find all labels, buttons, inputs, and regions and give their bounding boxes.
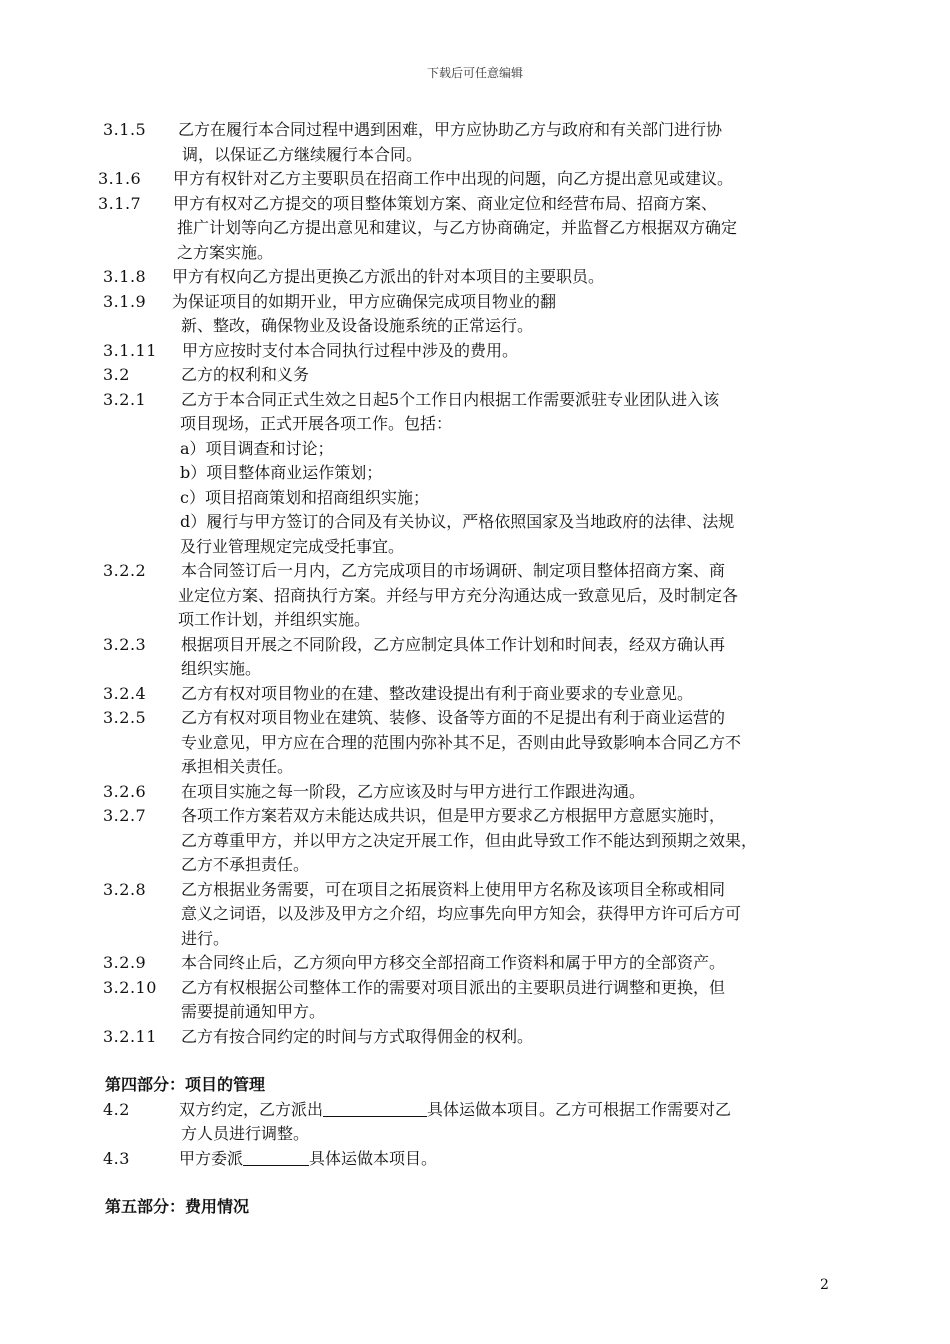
clause-number: 3.2.2 xyxy=(103,561,147,580)
clause-text: 业定位方案、招商执行方案。并经与甲方充分沟通达成一致意见后，及时制定各 xyxy=(178,585,739,605)
clause-text: 乙方在履行本合同过程中遇到困难，甲方应协助乙方与政府和有关部门进行协 xyxy=(178,120,723,139)
clause-text: 甲方有权向乙方提出更换乙方派出的针对本项目的主要职员。 xyxy=(172,267,605,286)
clause-3-2-9 xyxy=(0,951,950,976)
clause-number: 3.1.8 xyxy=(103,267,147,286)
clause-continuation-line xyxy=(0,829,950,854)
clause-continuation-line xyxy=(0,853,950,878)
clause-3-1-5 xyxy=(0,118,950,167)
clause-3-1-6 xyxy=(0,167,950,192)
clause-number: 4.3 xyxy=(103,1148,130,1168)
clause-number: 3.2 xyxy=(103,365,130,384)
clause-3-2-5 xyxy=(0,706,950,780)
clause-first-line xyxy=(0,192,950,217)
clause-continuation-line xyxy=(0,731,950,756)
clause-continuation-line xyxy=(0,1000,950,1025)
clause-text: 乙方不承担责任。 xyxy=(181,855,310,874)
clause-text: 各项工作方案若双方未能达成共识，但是甲方要求乙方根据甲方意愿实施时， xyxy=(181,806,726,825)
contract-body xyxy=(0,118,950,1220)
clause-3-2-4 xyxy=(0,682,950,707)
clause-3-2 xyxy=(0,363,950,388)
clause-first-line xyxy=(0,339,950,364)
clause-text: 新、整改，确保物业及设备设施系统的正常运行。 xyxy=(181,316,534,335)
spacer xyxy=(0,1049,950,1073)
clause-text: 乙方尊重甲方，并以甲方之决定开展工作，但由此导致工作不能达到预期之效果， xyxy=(181,830,758,850)
clause-number: 3.2.4 xyxy=(103,683,147,703)
clause-continuation-line xyxy=(0,314,950,339)
clause-text: 乙方有权对项目物业的在建、整改建设提出有利于商业要求的专业意见。 xyxy=(181,683,694,703)
clause-text: 本合同签订后一月内，乙方完成项目的市场调研、制定项目整体招商方案、商 xyxy=(181,561,726,580)
clause-continuation-line xyxy=(0,241,950,266)
clause-number: 3.2.5 xyxy=(103,708,147,727)
clause-number: 3.1.9 xyxy=(103,291,147,311)
clause-continuation-line xyxy=(0,461,950,486)
clause-continuation-line xyxy=(0,412,950,437)
clause-text: 及行业管理规定完成受托事宜。 xyxy=(180,536,405,556)
clause-number: 3.2.10 xyxy=(103,977,157,997)
clause-text: d）履行与甲方签订的合同及有关协议，严格依照国家及当地政府的法律、法规 xyxy=(180,512,735,531)
clause-continuation-line xyxy=(0,535,950,560)
clause-3-1-9 xyxy=(0,290,950,339)
clause-first-line xyxy=(0,388,950,413)
clause-text: 甲方有权针对乙方主要职员在招商工作中出现的问题，向乙方提出意见或建议。 xyxy=(173,169,734,188)
clause-3-2-1 xyxy=(0,388,950,560)
clause-first-line xyxy=(0,167,950,192)
clause-text: 具体运做本项目。乙方可根据工作需要对乙 xyxy=(427,1099,732,1119)
clause-number: 3.1.5 xyxy=(103,120,147,139)
clause-number: 3.2.6 xyxy=(103,781,147,801)
clause-first-line xyxy=(0,804,950,829)
clause-first-line xyxy=(0,878,950,903)
clause-3-1-8 xyxy=(0,265,950,290)
clause-text: 承担相关责任。 xyxy=(181,757,294,776)
fill-in-blank xyxy=(323,1098,427,1117)
clause-3-2-6 xyxy=(0,780,950,805)
clause-3-2-11 xyxy=(0,1025,950,1050)
page-number: 2 xyxy=(820,1277,829,1293)
clause-3-2-8 xyxy=(0,878,950,952)
clause-text: a）项目调查和讨论； xyxy=(180,438,334,458)
clause-text: 甲方应按时支付本合同执行过程中涉及的费用。 xyxy=(182,340,519,360)
clause-text: 需要提前通知甲方。 xyxy=(181,1002,326,1021)
clause-text: c）项目招商策划和招商组织实施； xyxy=(180,487,429,507)
clause-text: 意义之词语，以及涉及甲方之介绍，均应事先向甲方知会，获得甲方许可后方可 xyxy=(181,904,742,923)
clause-text: 进行。 xyxy=(181,928,230,948)
clause-number: 4.2 xyxy=(103,1099,130,1119)
clause-first-line xyxy=(0,682,950,707)
clause-continuation-line xyxy=(0,437,950,462)
clause-text: 专业意见，甲方应在合理的范围内弥补其不足，否则由此导致影响本合同乙方不 xyxy=(181,732,742,752)
clause-text: 本合同终止后，乙方须向甲方移交全部招商工作资料和属于甲方的全部资产。 xyxy=(181,953,726,972)
fill-in-blank xyxy=(243,1147,309,1166)
clause-text: 具体运做本项目。 xyxy=(309,1148,438,1168)
clause-text: 在项目实施之每一阶段，乙方应该及时与甲方进行工作跟进沟通。 xyxy=(181,781,646,801)
clause-4-2 xyxy=(0,1098,950,1123)
spacer xyxy=(0,1171,950,1195)
clause-first-line xyxy=(0,633,950,658)
clause-number: 3.2.9 xyxy=(103,953,147,972)
clause-continuation-line xyxy=(0,486,950,511)
clause-number: 3.1.11 xyxy=(103,340,157,360)
clause-continuation-line xyxy=(0,584,950,609)
clause-first-line xyxy=(0,706,950,731)
clause-text: 根据项目开展之不同阶段，乙方应制定具体工作计划和时间表，经双方确认再 xyxy=(181,634,726,654)
clause-text: 之方案实施。 xyxy=(177,242,274,262)
clause-first-line xyxy=(0,780,950,805)
clause-text: 项工作计划，并组织实施。 xyxy=(178,610,371,629)
clause-continuation-line xyxy=(0,1122,950,1147)
clause-text: 乙方的权利和义务 xyxy=(181,365,310,384)
clause-text: 甲方委派 xyxy=(179,1148,244,1168)
clause-continuation-line xyxy=(0,927,950,952)
clause-text: 调，以保证乙方继续履行本合同。 xyxy=(182,144,423,164)
clause-number: 3.1.6 xyxy=(98,169,142,188)
clause-first-line xyxy=(0,363,950,388)
clause-text: 甲方有权对乙方提交的项目整体策划方案、商业定位和经营布局、招商方案、 xyxy=(173,193,718,213)
clause-text: 乙方有权对项目物业在建筑、装修、设备等方面的不足提出有利于商业运营的 xyxy=(181,708,726,727)
clause-first-line xyxy=(0,976,950,1001)
clause-number: 3.2.7 xyxy=(103,806,147,825)
clause-first-line xyxy=(0,290,950,315)
clause-text: 乙方有权根据公司整体工作的需要对项目派出的主要职员进行调整和更换，但 xyxy=(181,977,726,997)
clause-continuation-line xyxy=(0,143,950,168)
clause-number: 3.1.7 xyxy=(98,193,142,213)
clause-continuation-line xyxy=(0,608,950,633)
clause-first-line xyxy=(0,951,950,976)
clause-text: b）项目整体商业运作策划； xyxy=(180,463,383,482)
clause-number: 3.2.8 xyxy=(103,879,147,899)
clause-continuation-line xyxy=(0,755,950,780)
section-5-title: 第五部分：费用情况 xyxy=(105,1197,250,1216)
clause-text: 方人员进行调整。 xyxy=(181,1124,310,1143)
clause-continuation-line xyxy=(0,902,950,927)
clause-first-line xyxy=(0,559,950,584)
clause-text: 乙方根据业务需要，可在项目之拓展资料上使用甲方名称及该项目全称或相同 xyxy=(181,879,726,899)
clause-text: 项目现场，正式开展各项工作。包括： xyxy=(180,414,453,433)
clause-number: 3.2.3 xyxy=(103,634,147,654)
clause-3-1-7 xyxy=(0,192,950,266)
clause-number: 3.2.11 xyxy=(103,1026,157,1046)
clause-text: 组织实施。 xyxy=(181,659,262,678)
clause-3-2-7 xyxy=(0,804,950,878)
page-header: 下载后可任意编辑 xyxy=(426,66,523,80)
clause-first-line xyxy=(0,265,950,290)
clause-text: 为保证项目的如期开业，甲方应确保完成项目物业的翻 xyxy=(172,291,557,311)
clause-3-2-3 xyxy=(0,633,950,682)
clause-number: 3.2.1 xyxy=(103,389,147,409)
clause-text: 推广计划等向乙方提出意见和建议，与乙方协商确定，并监督乙方根据双方确定 xyxy=(177,218,738,237)
clause-text: 乙方于本合同正式生效之日起5个工作日内根据工作需要派驻专业团队进入该 xyxy=(181,389,720,409)
clause-first-line xyxy=(0,1025,950,1050)
clause-first-line xyxy=(0,118,950,143)
clause-3-2-10 xyxy=(0,976,950,1025)
clause-continuation-line xyxy=(0,657,950,682)
clause-4-3 xyxy=(0,1147,950,1172)
clause-3-1-11 xyxy=(0,339,950,364)
clause-continuation-line xyxy=(0,510,950,535)
section-4-title: 第四部分：项目的管理 xyxy=(105,1075,266,1094)
clause-text: 双方约定，乙方派出 xyxy=(179,1099,324,1119)
clause-text: 乙方有按合同约定的时间与方式取得佣金的权利。 xyxy=(181,1026,534,1046)
clause-continuation-line xyxy=(0,216,950,241)
clause-3-2-2 xyxy=(0,559,950,633)
